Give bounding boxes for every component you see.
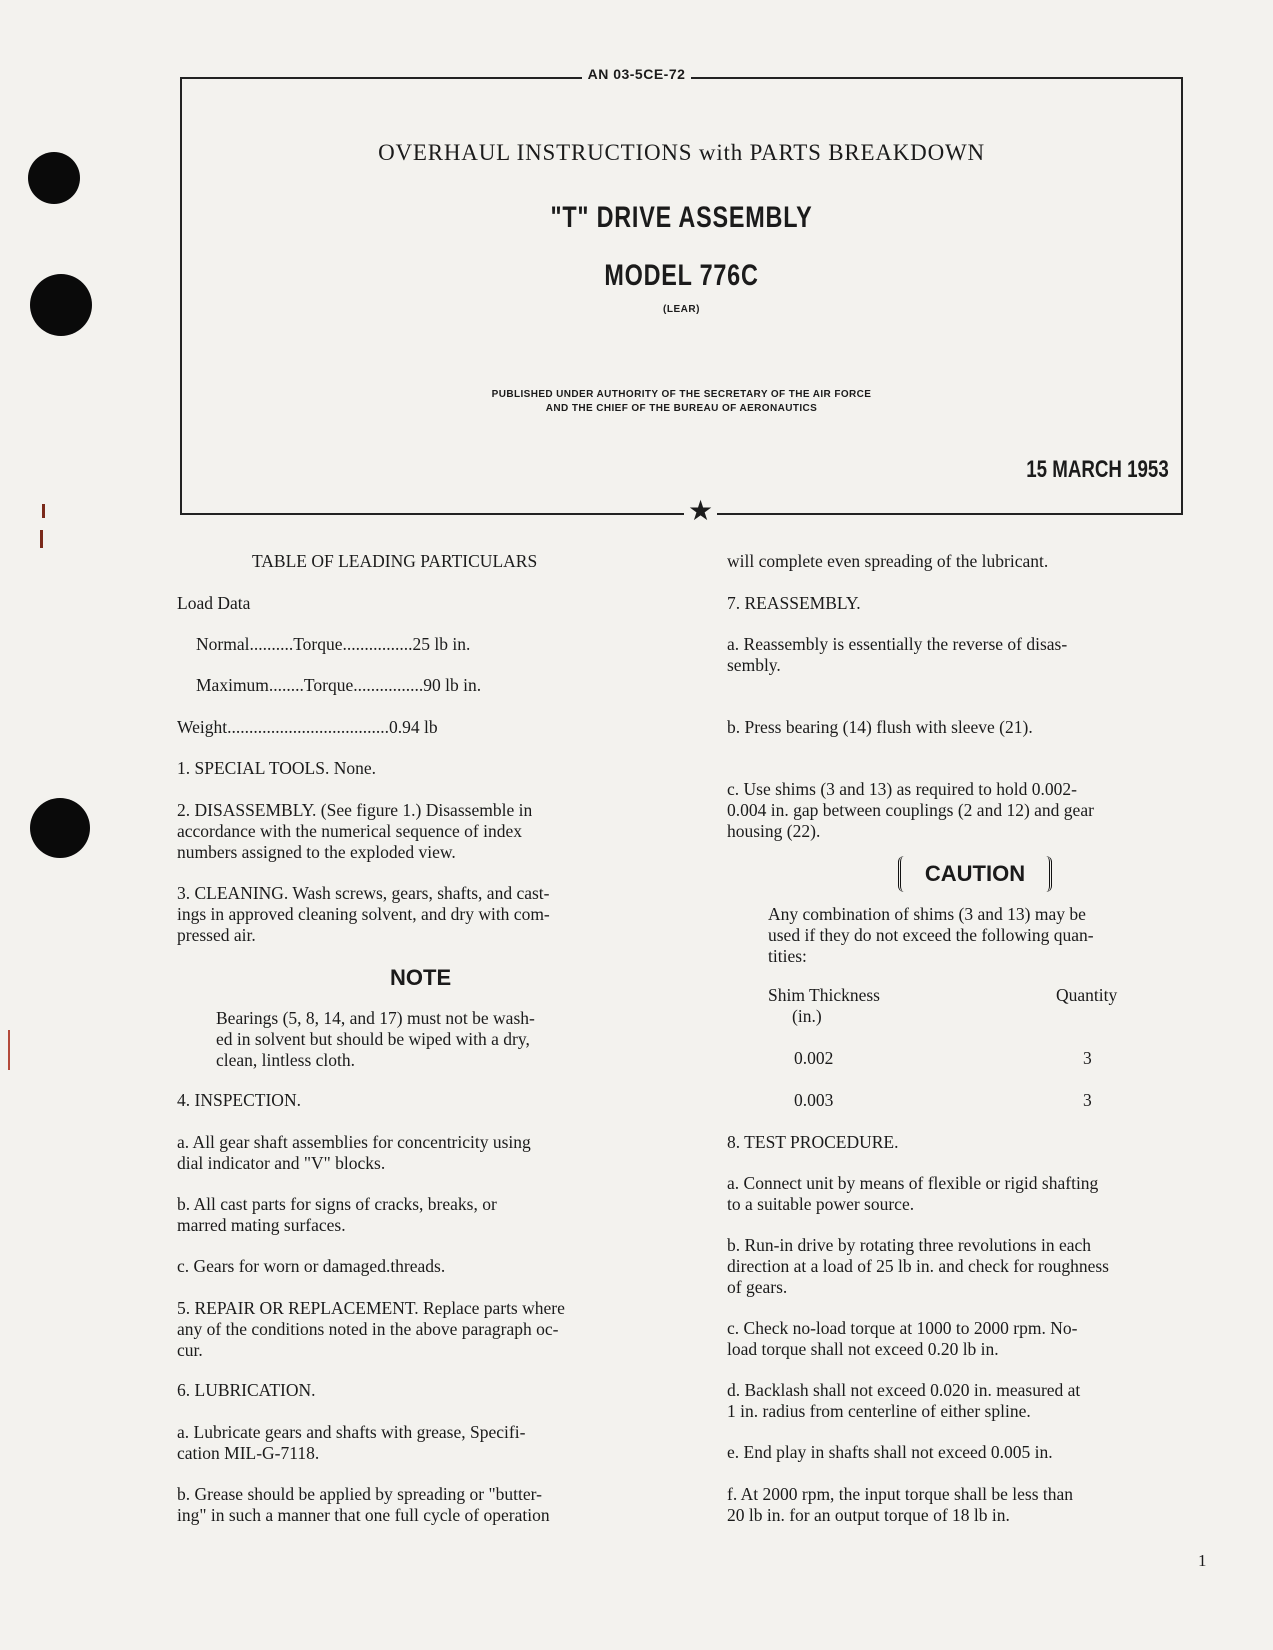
lubrication-continued: will complete even spreading of the lubricant. xyxy=(727,551,1049,571)
section-repair: 5. REPAIR OR REPLACEMENT. Replace parts where any of the conditions noted in the above paragraph oc- cur. xyxy=(177,1298,565,1360)
page-number: 1 xyxy=(1198,1551,1207,1570)
inspection-item-b: b. All cast parts for signs of cracks, breaks, or marred mating surfaces. xyxy=(177,1194,497,1235)
section-lubrication: 6. LUBRICATION. xyxy=(177,1380,316,1400)
header-frame-bottom-rule xyxy=(180,513,1183,515)
note-text: Bearings (5, 8, 14, and 17) must not be wash- ed in solvent but should be wiped with a dry, clean, lintless cloth. xyxy=(216,1008,535,1070)
lubrication-item-a: a. Lubricate gears and shafts with grease, Specifi- cation MIL-G-7118. xyxy=(177,1422,526,1463)
caution-heading: CAUTION xyxy=(898,856,1052,892)
shim-table-header-thickness: Shim Thickness (in.) xyxy=(768,985,880,1026)
publication-authority: PUBLISHED UNDER AUTHORITY OF THE SECRETARY OF THE AIR FORCE AND THE CHIEF OF THE BUREAU OF AERONAUTICS xyxy=(491,389,872,414)
binder-hole-lower xyxy=(30,798,90,858)
document-title: OVERHAUL INSTRUCTIONS with PARTS BREAKDOWN xyxy=(378,140,985,165)
test-item-c: c. Check no-load torque at 1000 to 2000 rpm. No- load torque shall not exceed 0.20 lb in. xyxy=(727,1318,1078,1359)
weight-row: Weight.....................................0.94 lb xyxy=(177,717,438,737)
shim-table-row: 0.002 xyxy=(794,1048,834,1068)
shim-table-quantity: 3 xyxy=(1083,1048,1092,1068)
section-reassembly: 7. REASSEMBLY. xyxy=(727,593,861,613)
margin-mark xyxy=(40,530,43,548)
section-special-tools: 1. SPECIAL TOOLS. None. xyxy=(177,758,376,778)
assembly-name: "T" DRIVE ASSEMBLY xyxy=(550,201,813,234)
model-number: MODEL 776C xyxy=(604,259,759,292)
shim-table-row: 0.003 xyxy=(794,1090,834,1110)
section-inspection: 4. INSPECTION. xyxy=(177,1090,301,1110)
test-item-d: d. Backlash shall not exceed 0.020 in. measured at 1 in. radius from centerline of either spline. xyxy=(727,1380,1081,1421)
particulars-title: TABLE OF LEADING PARTICULARS xyxy=(252,551,538,571)
note-heading: NOTE xyxy=(390,965,452,990)
reassembly-item-c: c. Use shims (3 and 13) as required to hold 0.002- 0.004 in. gap between couplings (2 and 12) and gear housing (22). xyxy=(727,779,1094,841)
section-cleaning: 3. CLEANING. Wash screws, gears, shafts, and cast- ings in approved cleaning solvent, and dry with com- pressed air. xyxy=(177,883,550,945)
test-item-f: f. At 2000 rpm, the input torque shall be less than 20 lb in. for an output torque of 18 lb in. xyxy=(727,1484,1074,1525)
binder-hole-top xyxy=(28,152,80,204)
inspection-item-c: c. Gears for worn or damaged.threads. xyxy=(177,1256,446,1276)
normal-torque-row: Normal..........Torque................25 lb in. xyxy=(196,634,471,654)
caution-text: Any combination of shims (3 and 13) may be used if they do not exceed the following quan- tities: xyxy=(768,904,1094,966)
inspection-item-a: a. All gear shaft assemblies for concentricity using dial indicator and "V" blocks. xyxy=(177,1132,531,1173)
section-test-procedure: 8. TEST PROCEDURE. xyxy=(727,1132,899,1152)
test-item-b: b. Run-in drive by rotating three revolutions in each direction at a load of 25 lb in. and check for roughness of gears. xyxy=(727,1235,1109,1297)
lubrication-item-b: b. Grease should be applied by spreading or "butter- ing" in such a manner that one full cycle of operation xyxy=(177,1484,550,1525)
test-item-e: e. End play in shafts shall not exceed 0.005 in. xyxy=(727,1442,1053,1462)
binder-hole-middle xyxy=(30,274,92,336)
star-divider-icon: ★ xyxy=(684,497,717,525)
maximum-torque-row: Maximum........Torque................90 lb in. xyxy=(196,675,482,695)
section-disassembly: 2. DISASSEMBLY. (See figure 1.) Disassemble in accordance with the numerical sequence of index numbers assigned to the exploded view. xyxy=(177,800,533,862)
margin-mark xyxy=(8,1030,10,1070)
reassembly-item-b: b. Press bearing (14) flush with sleeve (21). xyxy=(727,717,1033,737)
shim-table-header-quantity: Quantity xyxy=(1056,985,1118,1005)
manufacturer: (LEAR) xyxy=(663,304,700,315)
publication-date: 15 MARCH 1953 xyxy=(1026,456,1169,483)
load-data-label: Load Data xyxy=(177,593,251,613)
shim-table-quantity: 3 xyxy=(1083,1090,1092,1110)
test-item-a: a. Connect unit by means of flexible or rigid shafting to a suitable power source. xyxy=(727,1173,1099,1214)
document-number: AN 03-5CE-72 xyxy=(0,66,1273,82)
margin-mark xyxy=(42,504,45,518)
reassembly-item-a: a. Reassembly is essentially the reverse of disas- sembly. xyxy=(727,634,1068,675)
